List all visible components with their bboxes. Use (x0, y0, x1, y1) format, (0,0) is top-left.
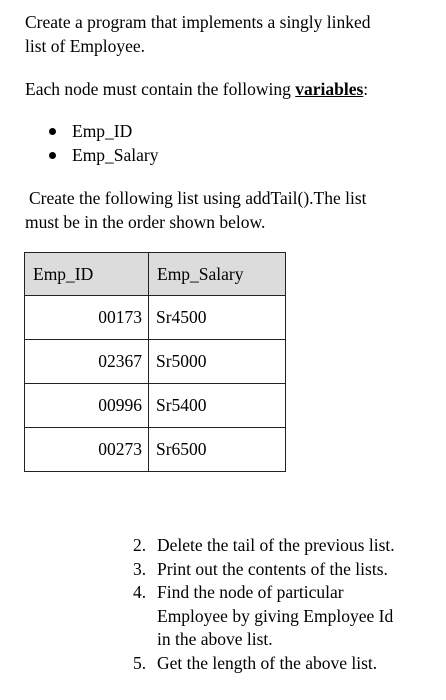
emp-salary-cell: Sr5400 (149, 384, 286, 428)
variables-list-item (45, 119, 159, 143)
task-number: 4. (133, 582, 147, 602)
table-row (25, 340, 286, 384)
emp-id-cell: 00996 (25, 384, 149, 428)
intro-paragraph (25, 10, 435, 58)
column-header-emp-salary: Emp_Salary (149, 253, 286, 296)
task-number: 2. (133, 535, 147, 555)
task-number: 5. (133, 652, 147, 673)
variables-heading (25, 77, 368, 101)
table-row (25, 428, 286, 472)
variables-list-item (45, 143, 159, 167)
bullet-icon (49, 128, 56, 135)
variables-list (45, 119, 159, 167)
variables-prefix: Each node must contain the following (25, 79, 296, 99)
emp-salary-cell: Sr6500 (149, 428, 286, 472)
intro-line-1: Create a program that implements a singly linked (25, 12, 371, 32)
create-line-2: must be in the order shown below. (25, 212, 266, 232)
table-header-row (25, 253, 286, 296)
emp-id-cell: 02367 (25, 340, 149, 384)
variable-name: Emp_Salary (72, 145, 159, 165)
variables-keyword: variables (295, 79, 364, 99)
task-number: 3. (133, 558, 147, 579)
emp-id-cell: 00173 (25, 296, 149, 340)
task-text: Delete the tail of the previous list. (157, 535, 395, 555)
task-text-continued: Employee by giving Employee Id (157, 605, 394, 626)
task-list (133, 534, 438, 675)
create-line-1: Create the following list using addTail().The list (29, 188, 367, 208)
task-item (133, 652, 438, 676)
bullet-icon (49, 152, 56, 159)
table-row (25, 296, 286, 340)
intro-line-2: list of Employee. (25, 36, 146, 56)
variables-suffix: : (363, 79, 369, 99)
task-text: Get the length of the above list. (157, 652, 378, 673)
task-item (133, 581, 438, 652)
task-item (133, 558, 438, 582)
emp-salary-cell: Sr5000 (149, 340, 286, 384)
variable-name: Emp_ID (72, 121, 133, 141)
task-text-continued: in the above list. (157, 629, 273, 649)
task-text: Print out the contents of the lists. (157, 558, 388, 579)
emp-salary-cell: Sr4500 (149, 296, 286, 340)
table-row (25, 384, 286, 428)
employee-table (24, 252, 286, 472)
task-item (133, 534, 438, 558)
create-list-paragraph (25, 186, 435, 234)
emp-id-cell: 00273 (25, 428, 149, 472)
task-text: Find the node of particular (157, 582, 344, 602)
column-header-emp-id: Emp_ID (25, 253, 149, 296)
